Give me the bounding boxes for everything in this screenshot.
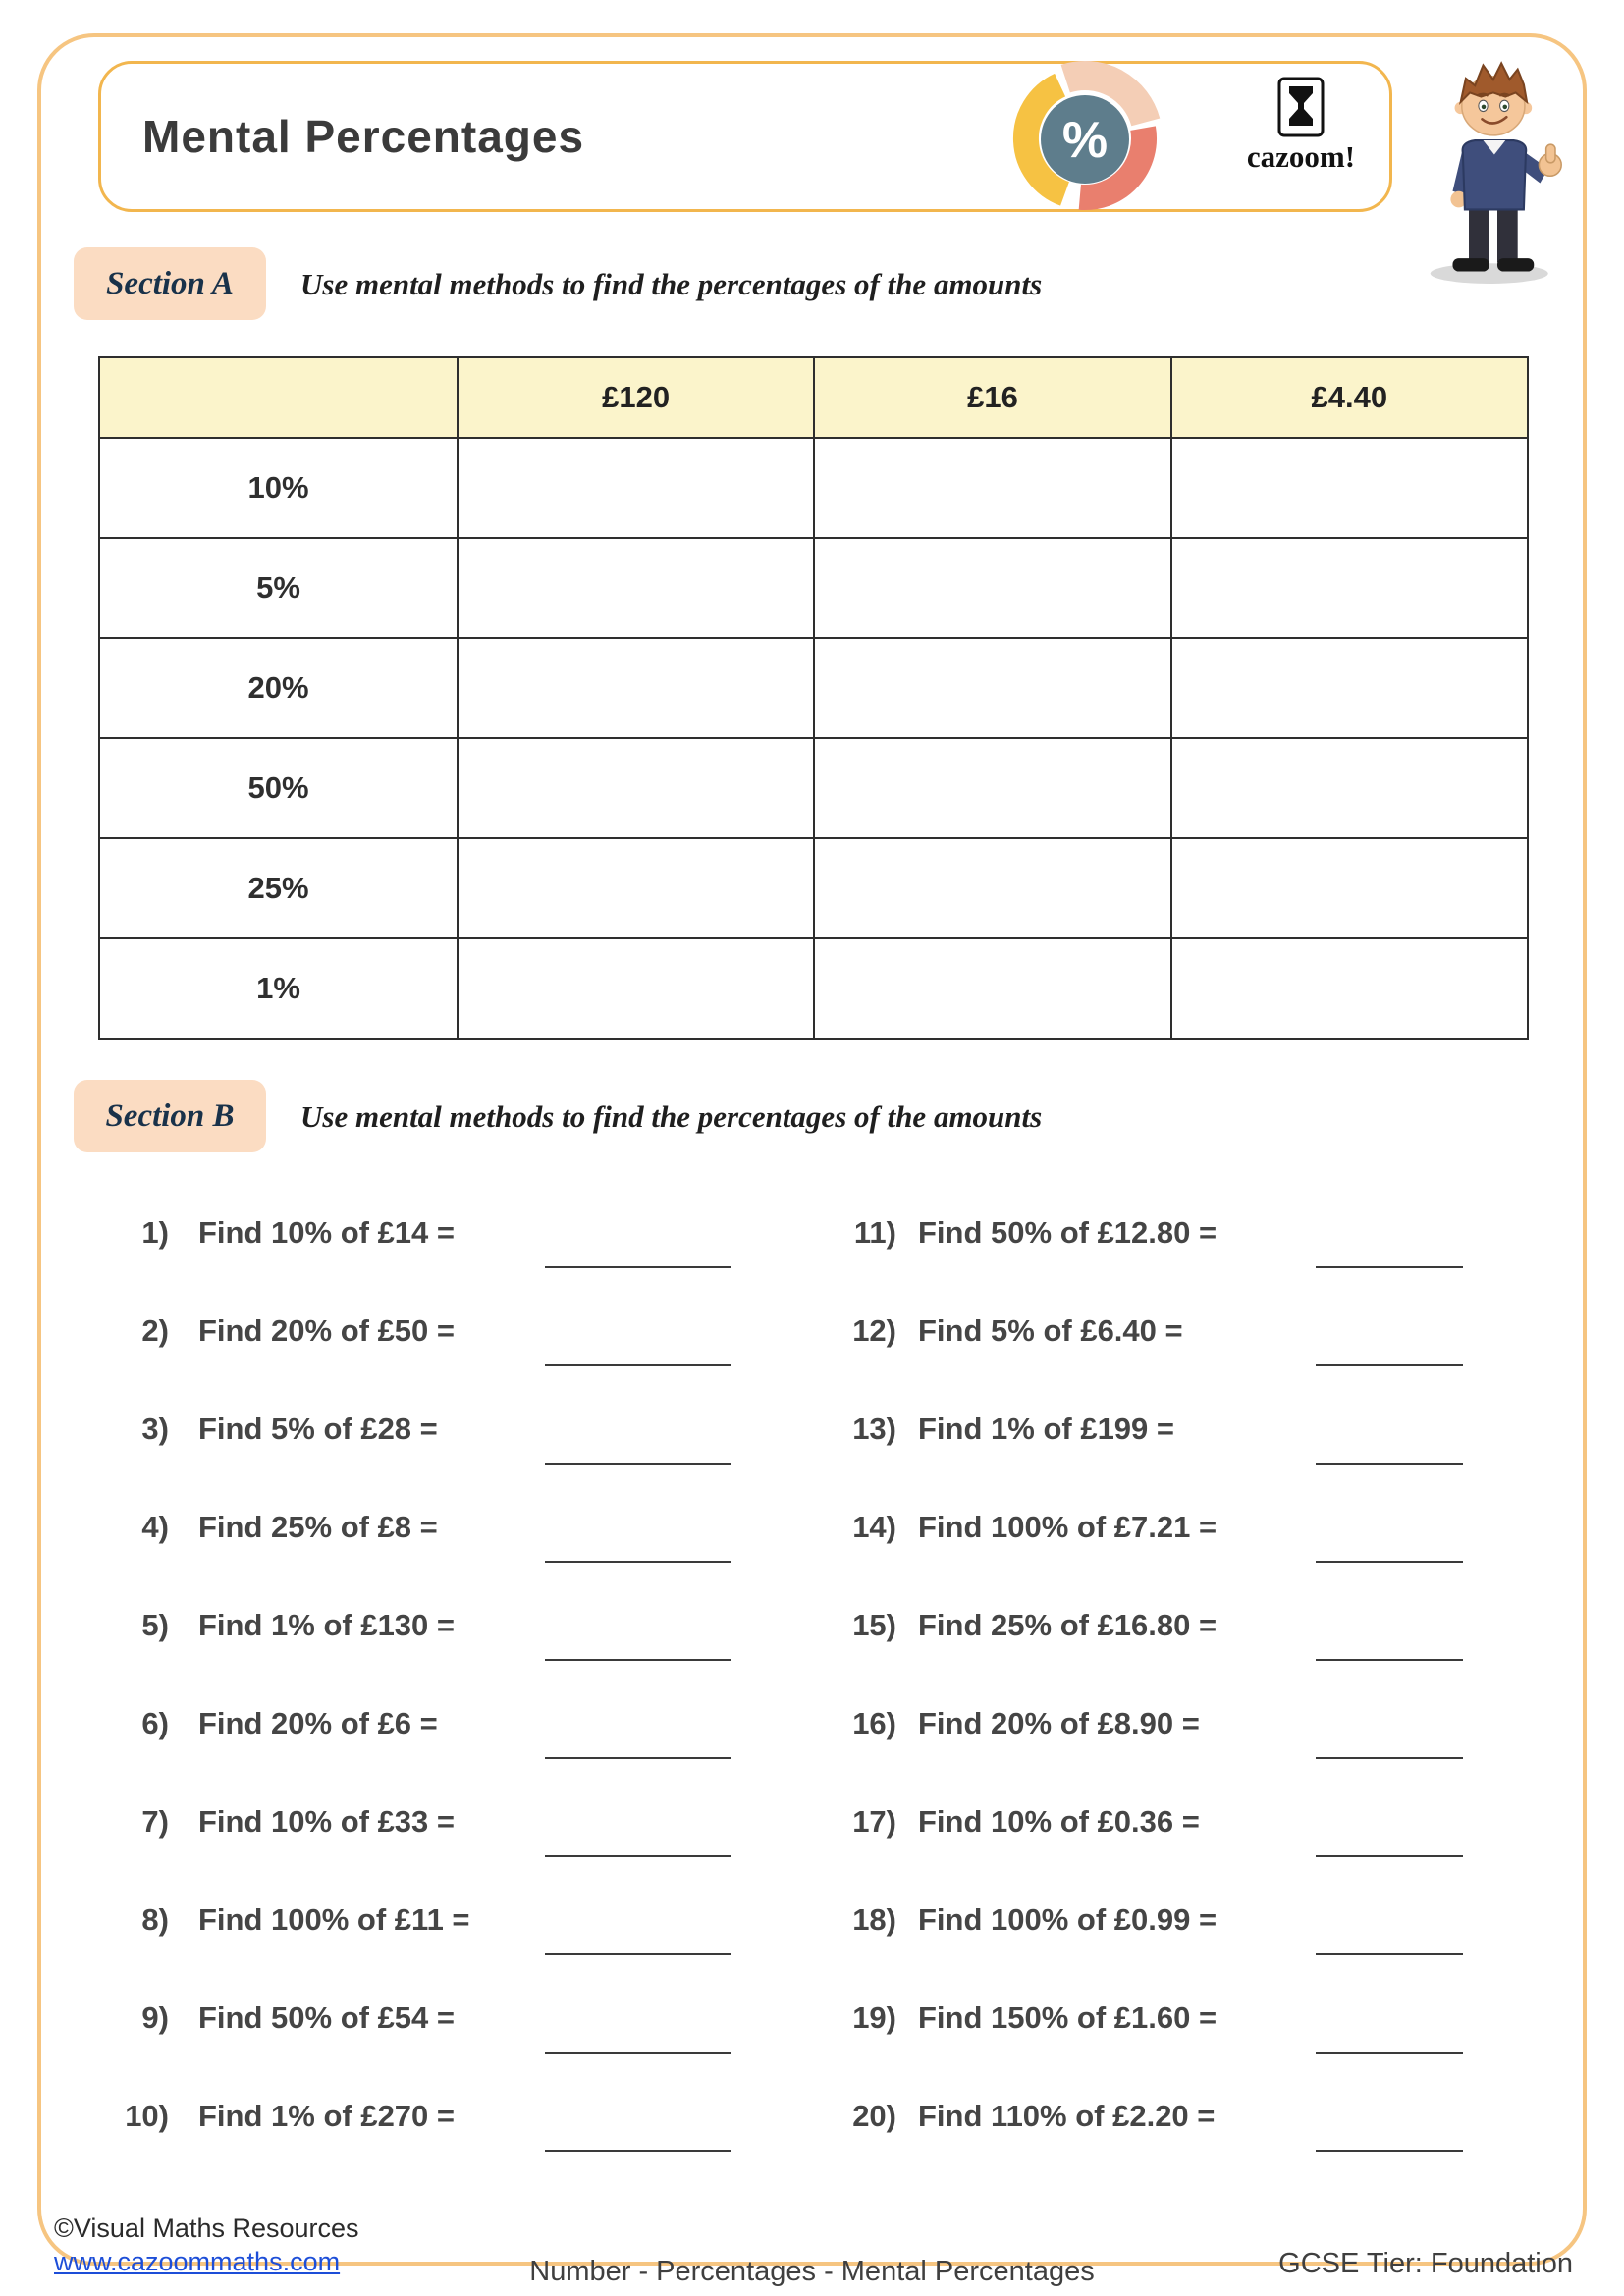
answer-cell <box>814 538 1170 638</box>
table-row <box>99 738 1528 838</box>
answer-line <box>545 1561 731 1563</box>
answer-line <box>1316 1953 1463 1955</box>
amount-header: £4.40 <box>1171 357 1528 438</box>
question-row <box>116 1608 784 1706</box>
answer-cell <box>1171 738 1528 838</box>
cazoom-logo <box>1222 77 1380 200</box>
percent-row-header: 20% <box>99 638 458 738</box>
percent-row-header: 25% <box>99 838 458 938</box>
questions-left-column <box>116 1215 784 2197</box>
answer-cell <box>814 638 1170 738</box>
question-row <box>116 1412 784 1510</box>
question-number: 6) <box>141 1706 169 1740</box>
answer-line <box>545 2052 731 2054</box>
answer-cell <box>814 838 1170 938</box>
question-number: 1) <box>141 1215 169 1250</box>
mascot-character-illustration <box>1394 51 1600 285</box>
amount-header: £16 <box>814 357 1170 438</box>
answer-line <box>1316 1659 1463 1661</box>
answer-cell <box>1171 638 1528 738</box>
percent-row-header: 5% <box>99 538 458 638</box>
percent-donut-icon <box>1001 55 1170 224</box>
answer-line <box>545 1659 731 1661</box>
question-row <box>839 2099 1517 2197</box>
header <box>98 61 1392 212</box>
question-text: Find 100% of £7.21 = <box>918 1510 1218 1544</box>
question-text: Find 25% of £8 = <box>198 1510 438 1544</box>
question-text: Find 5% of £28 = <box>198 1412 438 1446</box>
question-number: 8) <box>141 1902 169 1937</box>
answer-cell <box>1171 938 1528 1039</box>
question-row <box>839 1412 1517 1510</box>
answer-line <box>545 2150 731 2152</box>
question-row <box>116 1706 784 1804</box>
answer-line <box>545 1757 731 1759</box>
answer-line <box>1316 2150 1463 2152</box>
answer-line <box>1316 1855 1463 1857</box>
question-text: Find 1% of £199 = <box>918 1412 1175 1446</box>
question-number: 13) <box>852 1412 896 1446</box>
question-row <box>116 1804 784 1902</box>
amount-header: £120 <box>458 357 814 438</box>
question-number: 14) <box>852 1510 896 1544</box>
question-number: 10) <box>125 2099 169 2133</box>
answer-line <box>545 1364 731 1366</box>
question-row <box>839 1902 1517 2001</box>
percentages-table <box>98 356 1529 1040</box>
footer-website-link[interactable]: www.cazoommaths.com <box>54 2247 341 2276</box>
question-number: 7) <box>141 1804 169 1839</box>
question-row <box>839 1804 1517 1902</box>
answer-line <box>1316 1463 1463 1465</box>
question-text: Find 150% of £1.60 = <box>918 2001 1218 2035</box>
question-row <box>839 1215 1517 1313</box>
section-a-label: Section A <box>74 247 266 320</box>
answer-cell <box>458 938 814 1039</box>
question-row <box>116 1510 784 1608</box>
section-b-instruction: Use mental methods to find the percentages of the amounts <box>300 1099 1043 1134</box>
answer-cell <box>458 738 814 838</box>
answer-line <box>1316 1561 1463 1563</box>
question-text: Find 1% of £270 = <box>198 2099 456 2133</box>
table-row <box>99 538 1528 638</box>
question-row <box>839 1608 1517 1706</box>
question-number: 4) <box>141 1510 169 1544</box>
footer-topic: Number - Percentages - Mental Percentages <box>529 2256 1095 2287</box>
answer-line <box>545 1855 731 1857</box>
answer-cell <box>458 538 814 638</box>
question-text: Find 100% of £11 = <box>198 1902 470 1937</box>
answer-line <box>1316 1757 1463 1759</box>
answer-cell <box>1171 838 1528 938</box>
question-number: 16) <box>852 1706 896 1740</box>
question-number: 11) <box>853 1215 896 1250</box>
question-text: Find 100% of £0.99 = <box>918 1902 1218 1937</box>
question-row <box>116 2099 784 2197</box>
question-text: Find 10% of £33 = <box>198 1804 456 1839</box>
question-text: Find 50% of £54 = <box>198 2001 456 2035</box>
page-title: Mental Percentages <box>142 111 585 162</box>
question-text: Find 25% of £16.80 = <box>918 1608 1218 1642</box>
answer-cell <box>458 838 814 938</box>
question-number: 9) <box>141 2001 169 2035</box>
question-text: Find 20% of £50 = <box>198 1313 456 1348</box>
questions-right-column <box>839 1215 1517 2197</box>
answer-cell <box>814 938 1170 1039</box>
answer-line <box>1316 1266 1463 1268</box>
answer-cell <box>1171 538 1528 638</box>
table-header-row <box>99 357 1528 438</box>
question-text: Find 110% of £2.20 = <box>918 2099 1216 2133</box>
question-text: Find 20% of £8.90 = <box>918 1706 1200 1740</box>
question-number: 2) <box>141 1313 169 1348</box>
table-row <box>99 938 1528 1039</box>
question-row <box>116 2001 784 2099</box>
percent-row-header: 1% <box>99 938 458 1039</box>
question-number: 3) <box>141 1412 169 1446</box>
question-text: Find 5% of £6.40 = <box>918 1313 1183 1348</box>
answer-line <box>545 1953 731 1955</box>
answer-cell <box>458 638 814 738</box>
answer-cell <box>814 438 1170 538</box>
answer-line <box>1316 1364 1463 1366</box>
section-b-label: Section B <box>74 1080 266 1152</box>
question-number: 18) <box>852 1902 896 1937</box>
question-number: 20) <box>852 2099 896 2133</box>
table-row <box>99 638 1528 738</box>
percent-row-header: 50% <box>99 738 458 838</box>
question-text: Find 50% of £12.80 = <box>918 1215 1218 1250</box>
question-text: Find 1% of £130 = <box>198 1608 456 1642</box>
question-row <box>116 1215 784 1313</box>
question-text: Find 10% of £14 = <box>198 1215 456 1250</box>
table-corner-cell <box>99 357 458 438</box>
table-row <box>99 838 1528 938</box>
question-text: Find 20% of £6 = <box>198 1706 438 1740</box>
question-row <box>839 2001 1517 2099</box>
question-row <box>116 1313 784 1412</box>
footer-copyright: ©Visual Maths Resources <box>54 2214 359 2243</box>
answer-line <box>545 1266 731 1268</box>
question-row <box>839 1706 1517 1804</box>
answer-cell <box>1171 438 1528 538</box>
cazoom-logo-icon <box>1277 77 1325 137</box>
answer-line <box>545 1463 731 1465</box>
section-a-instruction: Use mental methods to find the percentages of the amounts <box>300 267 1043 301</box>
question-number: 15) <box>852 1608 896 1642</box>
question-number: 17) <box>852 1804 896 1839</box>
question-number: 19) <box>852 2001 896 2035</box>
answer-cell <box>458 438 814 538</box>
question-number: 12) <box>852 1313 896 1348</box>
table-row <box>99 438 1528 538</box>
cazoom-logo-text: cazoom! <box>1246 139 1356 174</box>
footer-tier: GCSE Tier: Foundation <box>1278 2248 1573 2279</box>
percent-row-header: 10% <box>99 438 458 538</box>
percent-symbol: % <box>1061 112 1109 169</box>
question-number: 5) <box>141 1608 169 1642</box>
answer-cell <box>814 738 1170 838</box>
answer-line <box>1316 2052 1463 2054</box>
question-text: Find 10% of £0.36 = <box>918 1804 1200 1839</box>
question-row <box>839 1510 1517 1608</box>
question-row <box>839 1313 1517 1412</box>
question-row <box>116 1902 784 2001</box>
